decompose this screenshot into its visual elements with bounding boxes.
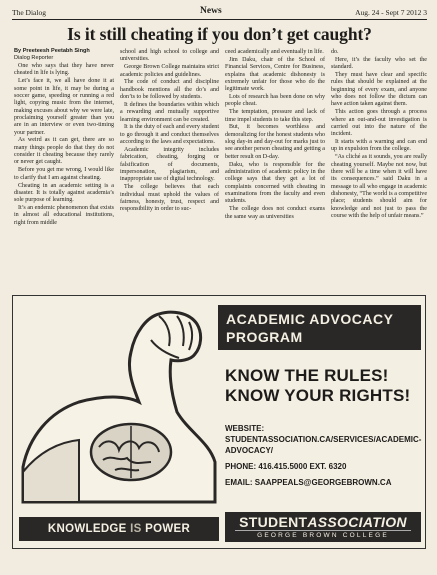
paragraph: Here, it’s the faculty who set the standard. (331, 56, 427, 71)
logo-wordmark (225, 514, 421, 530)
paragraph: The code of conduct and discipline handbook mentions all the do’s and don’ts to be followed by students. (120, 79, 219, 101)
paragraph: George Brown College maintains strict academic policies and guidelines. (120, 64, 219, 78)
logo-word: ASSOCIATION (307, 514, 407, 530)
byline (14, 48, 90, 61)
paragraph: Lots of research has been done on why people cheat. (225, 94, 325, 108)
article-column-4 (331, 49, 427, 221)
flexed-arm-brain-illustration (19, 302, 219, 512)
email-address: EMAIL: SAAPPEALS@GEORGEBROWN.CA (225, 478, 392, 487)
slogan-word: KNOWLEDGE (47, 523, 127, 535)
running-header (12, 6, 427, 20)
issue-date: Aug. 24 - Sept 7 2012 3 (355, 8, 427, 17)
paragraph: Jim Daku, chair of the School of Financial Services, Centre for Business, explains that academic dishonesty is extremely unfair for those who do the legitimate work. (225, 56, 325, 93)
paragraph: Before you get me wrong, I would like to clarify that I am against cheating. (14, 167, 114, 181)
paragraph: One who says that they have never cheated in life is lying. (14, 63, 114, 77)
paragraph: It starts with a warning and can end up in expulsion from the college. (331, 139, 427, 153)
article-column-2 (120, 49, 219, 214)
paragraph: It’s an endemic phenomenon that exists in almost all educational institutions, right from middle (14, 205, 114, 226)
phone-number: PHONE: 416.415.5000 EXT. 6320 (225, 462, 347, 471)
paragraph: The college believes that each individual must uphold the values of fairness, honesty, trust, respect and responsibility in order to suc- (120, 184, 219, 213)
knowledge-is-power-banner (19, 517, 219, 541)
slogan-word: IS (130, 523, 142, 535)
student-association-logo (225, 512, 421, 542)
paragraph: It defines the boundaries within which a rewarding and mutually supportive learning environment can be created. (120, 101, 219, 123)
paragraph: Academic integrity includes fabrication, cheating, forging or falsification of documents, impersonation, plagiarism, and inappropriate use of digital technology. (120, 146, 219, 183)
article-column-1 (14, 63, 114, 228)
paragraph: As weird as it can get, there are so many things people do that they do not consider it cheating because they rarely or never get caught. (14, 137, 114, 166)
paragraph: do. (331, 49, 339, 55)
article-headline: Is it still cheating if you don’t get caught? (67, 24, 372, 44)
logo-word: STUDENT (239, 514, 308, 530)
headline-line: KNOW THE RULES! (225, 366, 389, 385)
author-role: Dialog Reporter (14, 54, 54, 61)
program-title: ACADEMIC ADVOCACY PROGRAM (218, 305, 421, 350)
paragraph: It is the duty of each and every student to go through it and conduct themselves according to the laws and expectations. (120, 124, 219, 146)
paragraph: But, it becomes worthless and demoralizing for the honest students who slog day-in and day-out for marks just to see another person cheating and getting a better result on D-day. (225, 124, 325, 160)
paragraph: Let’s face it, we all have done it at some point in life, it may be during a soccer game, speeding or running a red light, copying music from the internet, making excuses about why we were late, proclaiming yourself greater than you are in an interview or even two-timing your partner. (14, 78, 114, 136)
logo-subtitle: GEORGE BROWN COLLEGE (235, 530, 411, 540)
paragraph: This action goes through a process where an out-and-out investigation is carried out into the nature of the incident. (331, 109, 427, 138)
section-name: News (200, 6, 222, 16)
paragraph: The temptation, pressure and lack of time impel students to take this step. (225, 109, 325, 123)
paragraph: The college does not conduct exams the same way as universities (225, 206, 325, 220)
ad-headline (225, 366, 410, 406)
paragraph: They must have clear and specific rules that should be explained at the beginning of every exam, and anyone who does not follow the dictum can have action taken against them. (331, 72, 427, 108)
paragraph: ceed academically and eventually in life. (225, 49, 324, 55)
publication-name: The Dialog (12, 8, 46, 17)
website-link: WEBSITE: STUDENTASSOCIATION.CA/SERVICES/ACADEMIC-ADVOCACY/ (225, 424, 422, 455)
paragraph: school and high school to college and universities. (120, 49, 219, 63)
author-name: By Preeteesh Peetabh Singh (14, 48, 90, 54)
contact-info (225, 423, 421, 493)
paragraph: Cheating in an academic setting is a disaster. It is totally against academia’s sole purpose of learning. (14, 182, 114, 204)
advocacy-advertisement (12, 295, 426, 549)
paragraph: “As cliché as it sounds, you are really cheating yourself. Maybe not now, but there will be a time when it will have its consequences.” said Daku in a message to all who engage in academic dishonesty, “The world is a competitive place; students should aim for knowledge and not just to pass the course with the help of unfair means.” (331, 154, 427, 220)
paragraph: Daku, who is responsible for the administration of academic policy in the college says that they get a lot of complaints concerned with cheating in examinations from the faculty and even students. (225, 161, 325, 205)
article-column-3 (225, 49, 325, 221)
headline-line: KNOW YOUR RIGHTS! (225, 386, 411, 405)
header-rule (12, 19, 427, 20)
slogan-word: POWER (145, 523, 191, 535)
